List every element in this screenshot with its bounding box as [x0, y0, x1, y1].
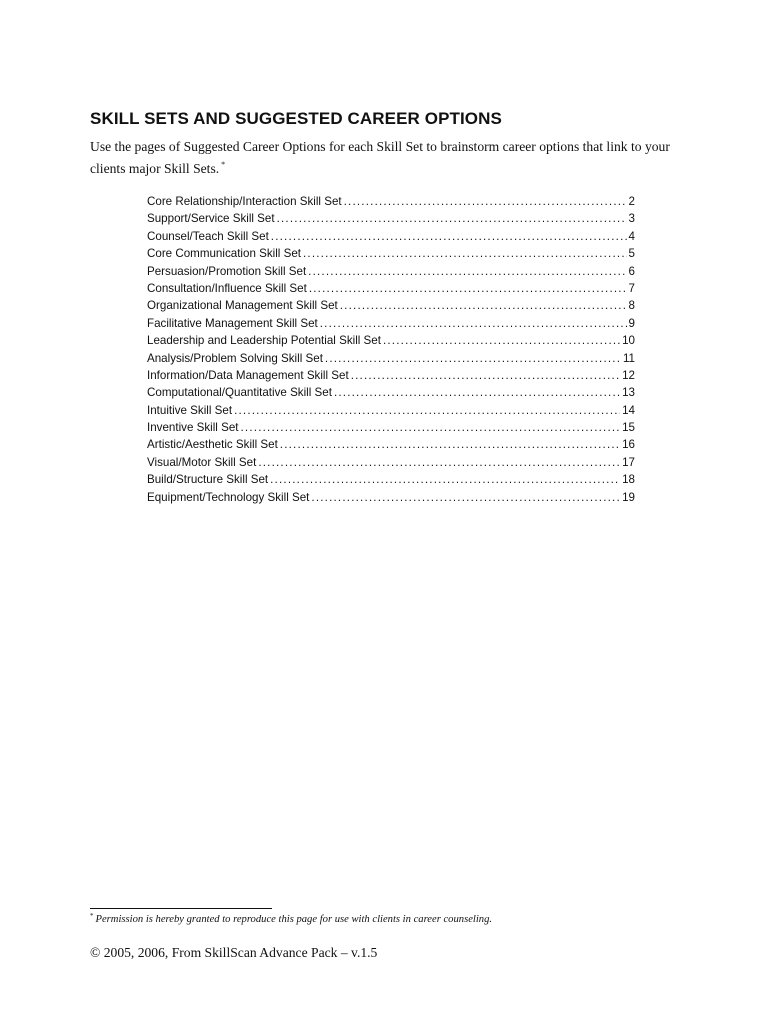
toc-entry [147, 193, 635, 210]
toc-entry-label: Build/Structure Skill Set [147, 473, 269, 487]
toc-entry [147, 228, 635, 245]
footnote-divider [90, 908, 272, 909]
toc-entry [147, 332, 635, 349]
toc-dot-leader [325, 350, 621, 367]
toc-dot-leader [309, 280, 627, 297]
toc-entry-page-number: 14 [622, 403, 635, 417]
toc-entry-label: Organizational Management Skill Set [147, 299, 338, 313]
toc-dot-leader [303, 245, 627, 262]
toc-entry-page-number: 17 [622, 455, 635, 469]
toc-entry [147, 367, 635, 384]
toc-entry-page-number: 7 [628, 281, 635, 295]
toc-entry-page-number: 3 [628, 212, 635, 226]
toc-entry-page-number: 19 [622, 490, 635, 504]
toc-entry-label: Information/Data Management Skill Set [147, 368, 349, 382]
toc-entry-page-number: 2 [628, 195, 635, 208]
toc-entry [147, 350, 635, 367]
intro-text: Use the pages of Suggested Career Options for each Skill Set to brainstorm career options that link to your clients major Skill Sets. [90, 139, 670, 176]
toc-entry-label: Support/Service Skill Set [147, 212, 275, 226]
toc-entry-page-number: 6 [628, 264, 635, 278]
toc-dot-leader [308, 263, 626, 280]
toc-entry-page-number: 16 [622, 438, 635, 452]
toc-entry-label: Visual/Motor Skill Set [147, 455, 257, 469]
footnote-text: Permission is hereby granted to reproduce this page for use with clients in career counseling. [95, 914, 493, 925]
toc-dot-leader [271, 228, 627, 245]
toc-entry-page-number: 10 [622, 334, 635, 348]
toc-entry [147, 210, 635, 227]
toc-dot-leader [280, 436, 620, 453]
toc-dot-leader [383, 332, 620, 349]
toc-dot-leader [241, 419, 621, 436]
toc-entry-label: Core Relationship/Interaction Skill Set [147, 195, 342, 208]
table-of-contents [147, 193, 635, 506]
toc-entry [147, 384, 635, 401]
toc-entry-page-number: 13 [622, 386, 635, 400]
toc-dot-leader [351, 367, 620, 384]
toc-entry-page-number: 9 [628, 316, 635, 330]
toc-entry [147, 489, 635, 506]
toc-entry-label: Equipment/Technology Skill Set [147, 490, 310, 504]
intro-footnote-marker: * [221, 160, 226, 169]
toc-entry-label: Intuitive Skill Set [147, 403, 233, 417]
toc-entry-label: Core Communication Skill Set [147, 247, 301, 261]
toc-entry-page-number: 8 [628, 299, 635, 313]
toc-entry [147, 315, 635, 332]
toc-dot-leader [344, 193, 627, 210]
toc-entry-label: Artistic/Aesthetic Skill Set [147, 438, 278, 452]
toc-entry [147, 471, 635, 488]
toc-dot-leader [334, 384, 620, 401]
toc-dot-leader [277, 210, 627, 227]
toc-entry-label: Persuasion/Promotion Skill Set [147, 264, 307, 278]
toc-entry [147, 454, 635, 471]
toc-entry-label: Counsel/Teach Skill Set [147, 229, 269, 243]
toc-entry [147, 245, 635, 262]
toc-entry-page-number: 11 [622, 351, 635, 365]
footnote-marker: * [90, 912, 94, 920]
toc-dot-leader [320, 315, 627, 332]
toc-entry-label: Computational/Quantitative Skill Set [147, 386, 332, 400]
toc-entry-page-number: 4 [628, 229, 635, 243]
toc-entry [147, 402, 635, 419]
toc-dot-leader [311, 489, 620, 506]
toc-entry-label: Analysis/Problem Solving Skill Set [147, 351, 323, 365]
toc-entry [147, 263, 635, 280]
toc-entry-page-number: 5 [628, 247, 635, 261]
toc-entry-label: Consultation/Influence Skill Set [147, 281, 307, 295]
toc-entry [147, 436, 635, 453]
toc-dot-leader [234, 402, 620, 419]
toc-entry-label: Inventive Skill Set [147, 421, 239, 435]
toc-entry [147, 419, 635, 436]
page-title: SKILL SETS AND SUGGESTED CAREER OPTIONS [90, 109, 502, 128]
toc-entry-page-number: 18 [622, 473, 635, 487]
copyright-notice: © 2005, 2006, From SkillScan Advance Pack – v.1.5 [90, 945, 378, 960]
toc-dot-leader [258, 454, 620, 471]
toc-entry-label: Leadership and Leadership Potential Skill Set [147, 334, 381, 348]
toc-dot-leader [340, 297, 627, 314]
toc-entry-page-number: 12 [622, 368, 635, 382]
toc-dot-leader [270, 471, 620, 488]
toc-entry [147, 280, 635, 297]
intro-paragraph [90, 138, 680, 178]
toc-entry [147, 297, 635, 314]
toc-entry-label: Facilitative Management Skill Set [147, 316, 318, 330]
footnote [90, 912, 690, 925]
toc-entry-page-number: 15 [622, 421, 635, 435]
